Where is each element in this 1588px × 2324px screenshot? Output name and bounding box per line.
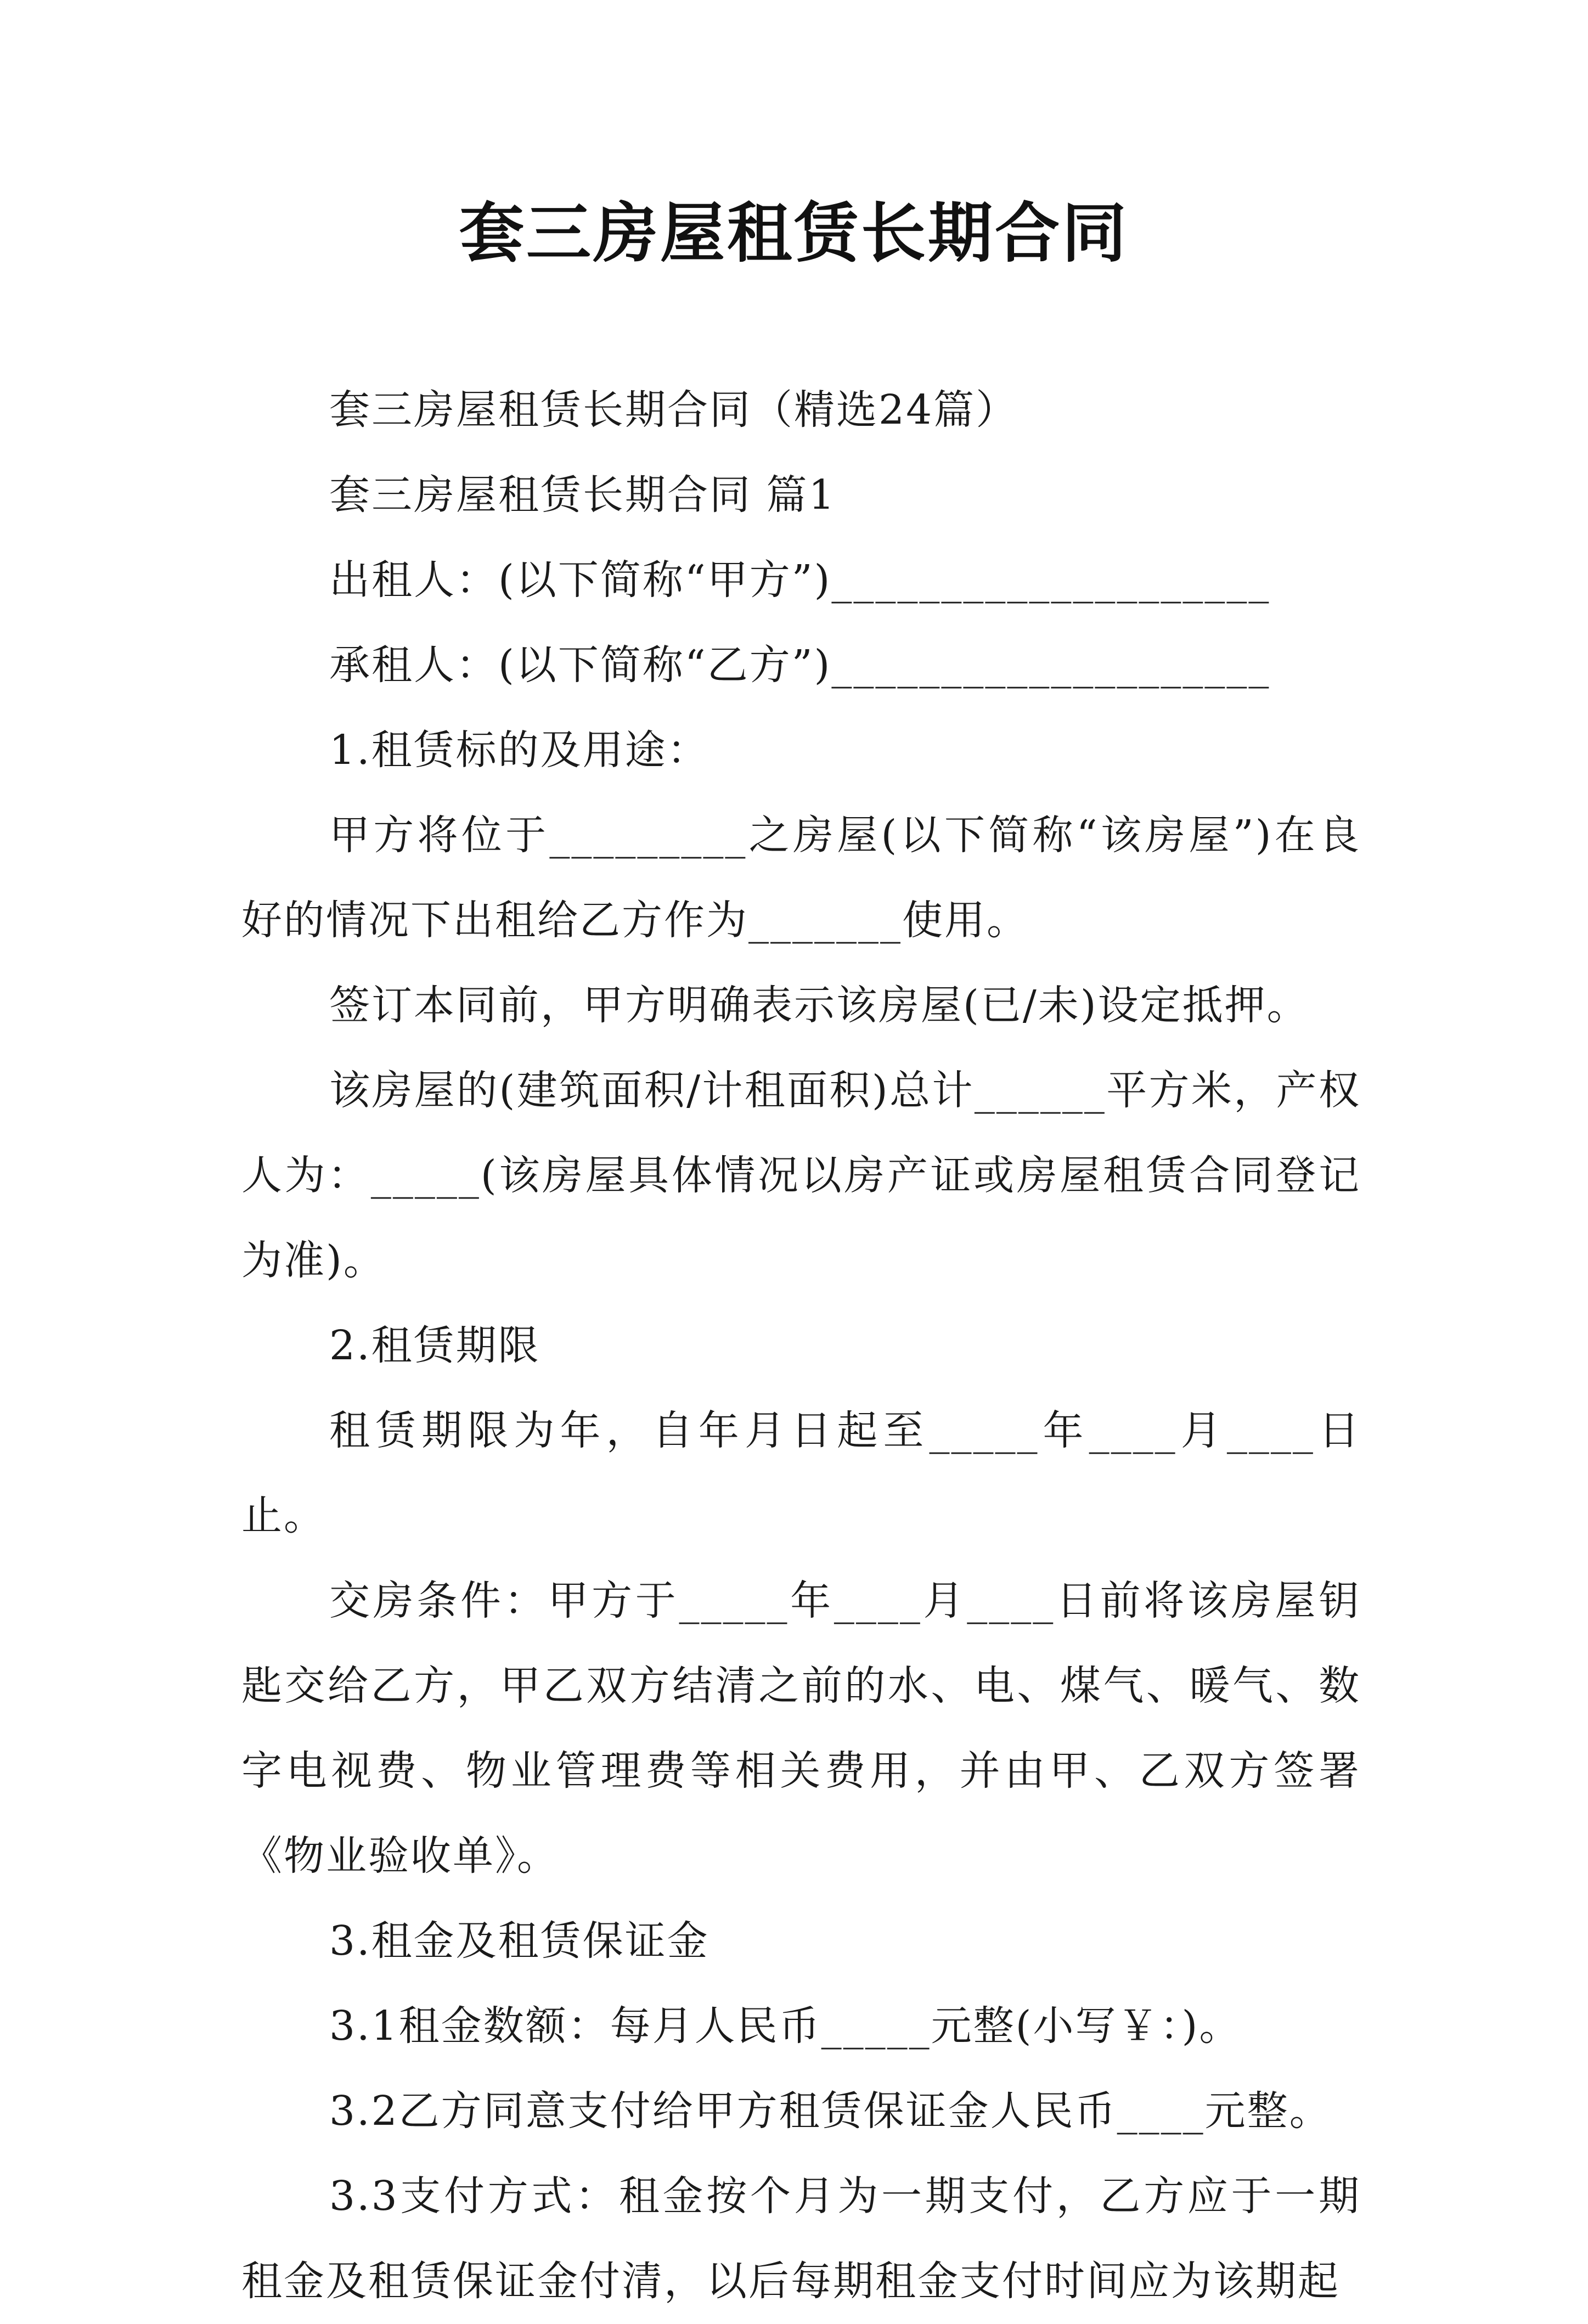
- clause-paragraph: 交房条件：甲方于_____年____月____日前将该房屋钥匙交给乙方，甲乙双方结清之前的水、电、煤气、暖气、数字电视费、物业管理费等相关费用，并由甲、乙双方签署《物业验收单》。: [241, 1577, 1361, 1880]
- section-heading: 套三房屋租赁长期合同 篇1: [329, 471, 836, 519]
- clause-paragraph: 租赁期限为年，自年月日起至_____年____月____日止。: [241, 1407, 1361, 1539]
- document-title: 套三房屋租赁长期合同: [459, 195, 1129, 271]
- lessee-line: 承租人：(以下简称“乙方”)____________________: [329, 642, 1271, 689]
- clause-paragraph: 该房屋的(建筑面积/计租面积)总计______平方米，产权人为：_____(该房屋具体情况以房产证或房屋租赁合同登记为准)。: [241, 1067, 1361, 1284]
- clause-heading: 2.租赁期限: [329, 1322, 540, 1369]
- document-body: [241, 368, 1361, 2324]
- clause-heading: 1.租赁标的及用途：: [329, 727, 709, 774]
- subtitle-paragraph: 套三房屋租赁长期合同（精选24篇）: [329, 386, 1018, 434]
- clause-paragraph: 3.3支付方式：租金按个月为一期支付，乙方应于一期租金及租赁保证金付清，以后每期租金支付时间应为该期起: [241, 2173, 1361, 2305]
- clause-paragraph: 甲方将位于_________之房屋(以下简称“该房屋”)在良好的情况下出租给乙方作为_______使用。: [241, 812, 1361, 944]
- clause-paragraph: 签订本同前，甲方明确表示该房屋(已/未)设定抵押。: [329, 982, 1309, 1029]
- lessor-line: 出租人：(以下简称“甲方”)____________________: [329, 556, 1271, 604]
- clause-paragraph: 3.1租金数额：每月人民币_____元整(小写￥：)。: [329, 2002, 1242, 2050]
- clause-heading: 3.租金及租赁保证金: [329, 1917, 709, 1965]
- clause-paragraph: 3.2乙方同意支付给甲方租赁保证金人民币____元整。: [329, 2087, 1332, 2135]
